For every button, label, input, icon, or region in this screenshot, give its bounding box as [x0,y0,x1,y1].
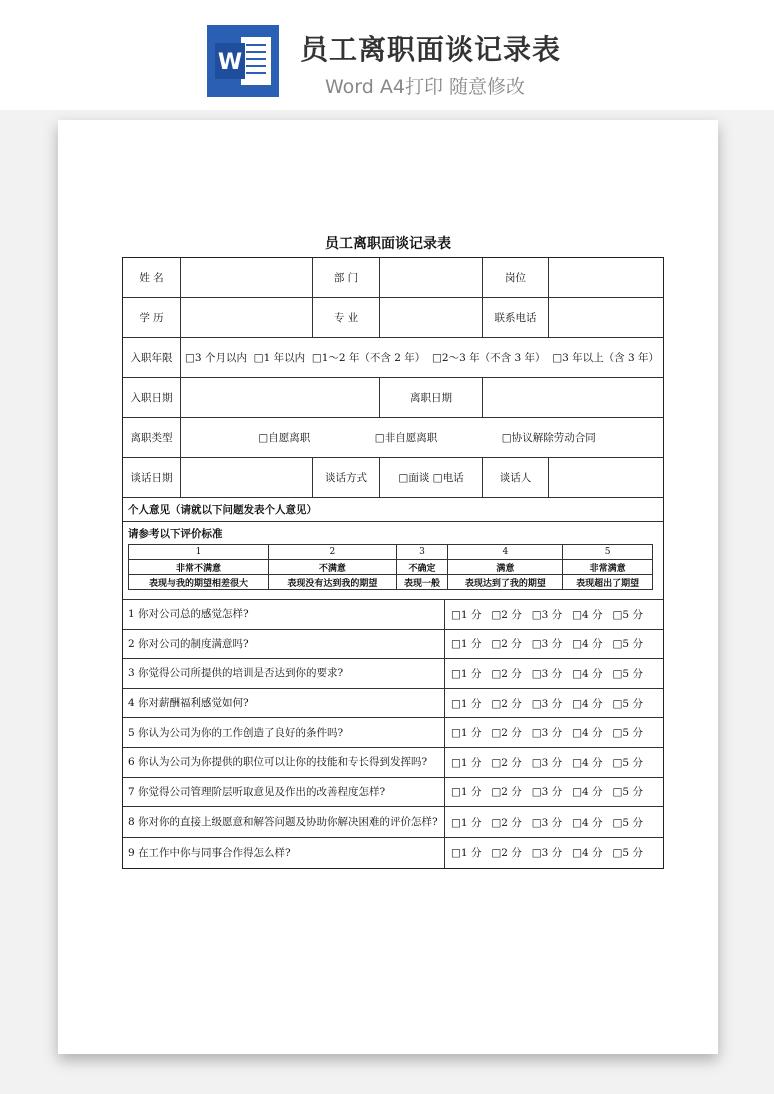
question-text: 5 你认为公司为你的工作创造了良好的条件吗? [123,718,445,747]
leave-type-checkbox[interactable]: □自愿离职 [258,432,311,444]
leave-type-checkbox[interactable]: □协议解除劳动合同 [501,432,596,444]
scale-level: 不确定 [396,560,448,575]
score-checkbox[interactable]: □2 分 [491,667,522,680]
form-row-education [123,298,663,338]
score-checkbox[interactable]: □3 分 [531,697,563,710]
question-text: 1 你对公司总的感觉怎样? [123,600,445,629]
score-checkbox[interactable]: □5 分 [612,756,643,769]
score-options [445,807,663,837]
tenure-option-checkbox[interactable]: □3 年以上（含 3 年） [552,352,659,364]
score-checkbox[interactable]: □5 分 [612,638,643,651]
department-field[interactable] [380,258,483,297]
score-checkbox[interactable]: □3 分 [531,756,563,769]
score-checkbox[interactable]: □3 分 [531,727,563,740]
name-label: 姓 名 [123,258,181,297]
question-row [123,778,663,808]
question-text: 4 你对薪酬福利感觉如何? [123,689,445,718]
position-field[interactable] [549,258,663,297]
leave-type-label: 离职类型 [123,418,181,457]
score-checkbox[interactable]: □1 分 [451,786,482,799]
score-checkbox[interactable]: □4 分 [572,847,603,860]
score-checkbox[interactable]: □3 分 [531,786,563,799]
scale-level: 不满意 [269,560,396,575]
question-row [123,689,663,719]
question-text: 7 你觉得公司管理阶层听取意见及作出的改善程度怎样? [123,778,445,807]
major-label: 专 业 [313,298,380,337]
entry-date-label: 入职日期 [123,378,181,417]
question-text: 3 你觉得公司所提供的培训是否达到你的要求? [123,659,445,688]
interview-method-options[interactable]: □面谈 □电话 [380,458,483,497]
interview-method-label: 谈话方式 [313,458,380,497]
score-options [445,659,663,688]
score-checkbox[interactable]: □2 分 [491,786,522,799]
banner [0,0,774,110]
score-checkbox[interactable]: □1 分 [451,608,482,621]
score-checkbox[interactable]: □3 分 [531,816,563,829]
score-checkbox[interactable]: □4 分 [572,667,603,680]
score-options [445,630,663,659]
score-checkbox[interactable]: □4 分 [572,608,603,621]
score-options [445,600,663,629]
score-checkbox[interactable]: □1 分 [451,756,482,769]
word-app-icon [207,25,279,97]
scale-number: 2 [269,545,396,560]
score-checkbox[interactable]: □2 分 [491,816,522,829]
score-options [445,689,663,718]
opinion-header: 个人意见（请就以下问题发表个人意见） [123,498,663,522]
interview-date-field[interactable] [181,458,313,497]
score-checkbox[interactable]: □5 分 [612,697,643,710]
score-options [445,718,663,747]
tenure-option-checkbox[interactable]: □1 年以内 [253,352,306,364]
question-text: 8 你对你的直接上级愿意和解答问题及协助你解决困难的评价怎样? [123,807,445,837]
interview-date-label: 谈话日期 [123,458,181,497]
document-page [58,120,718,1054]
form-row-interview [123,458,663,498]
score-checkbox[interactable]: □2 分 [491,638,522,651]
score-checkbox[interactable]: □3 分 [531,608,563,621]
question-row [123,718,663,748]
leave-type-checkbox[interactable]: □非自愿离职 [374,432,438,444]
tenure-option-checkbox[interactable]: □3 个月以内 [185,352,247,364]
department-label: 部 门 [313,258,380,297]
scale-level: 满意 [448,560,563,575]
leave-date-label: 离职日期 [380,378,483,417]
score-checkbox[interactable]: □1 分 [451,667,482,680]
score-checkbox[interactable]: □4 分 [572,727,603,740]
scale-number: 1 [129,545,269,560]
score-checkbox[interactable]: □4 分 [572,638,603,651]
education-field[interactable] [181,298,313,337]
scale-description: 表现没有达到我的期望 [269,575,396,590]
score-checkbox[interactable]: □4 分 [572,786,603,799]
score-options [445,748,663,777]
score-checkbox[interactable]: □1 分 [451,816,482,829]
major-field[interactable] [380,298,483,337]
score-checkbox[interactable]: □5 分 [612,667,643,680]
document-title: 员工离职面谈记录表 [325,236,451,252]
scale-number: 4 [448,545,563,560]
score-checkbox[interactable]: □2 分 [491,608,522,621]
score-checkbox[interactable]: □1 分 [451,847,482,860]
name-field[interactable] [181,258,313,297]
tenure-options [181,338,663,377]
score-checkbox[interactable]: □1 分 [451,727,482,740]
question-text: 2 你对公司的制度满意吗? [123,630,445,659]
score-checkbox[interactable]: □2 分 [491,847,522,860]
tenure-label: 入职年限 [123,338,181,377]
leave-date-field[interactable] [483,378,663,417]
question-row [123,659,663,689]
scale-number: 5 [563,545,653,560]
question-row [123,630,663,660]
phone-field[interactable] [549,298,663,337]
question-list [123,600,663,868]
score-checkbox[interactable]: □4 分 [572,697,603,710]
score-checkbox[interactable]: □2 分 [491,756,522,769]
score-options [445,778,663,807]
interviewer-field[interactable] [549,458,663,497]
score-checkbox[interactable]: □4 分 [572,816,603,829]
score-checkbox[interactable]: □5 分 [612,816,643,829]
score-checkbox[interactable]: □2 分 [491,727,522,740]
form-row-dates [123,378,663,418]
form-row-basic [123,258,663,298]
question-text: 9 在工作中你与同事合作得怎么样? [123,838,445,868]
scale-description: 表现超出了期望 [563,575,653,590]
entry-date-field[interactable] [181,378,380,417]
scale-level: 非常满意 [563,560,653,575]
rating-scale-title: 请参考以下评价标准 [128,528,223,540]
question-row [123,748,663,778]
score-checkbox[interactable]: □5 分 [612,727,643,740]
rating-scale [123,522,663,600]
tenure-option-checkbox[interactable]: □1～2 年（不含 2 年） [311,352,426,364]
score-checkbox[interactable]: □5 分 [612,608,643,621]
scale-description: 表现达到了我的期望 [448,575,563,590]
score-checkbox[interactable]: □3 分 [531,847,563,860]
scale-number: 3 [396,545,448,560]
education-label: 学 历 [123,298,181,337]
score-checkbox[interactable]: □2 分 [491,697,522,710]
question-row [123,600,663,630]
word-icon-letter: W [217,50,243,75]
interviewer-label: 谈话人 [483,458,549,497]
question-row [123,807,663,838]
phone-label: 联系电话 [483,298,549,337]
score-checkbox[interactable]: □1 分 [451,697,482,710]
banner-title: 员工离职面谈记录表 [300,33,562,66]
score-checkbox[interactable]: □1 分 [451,638,482,651]
leave-type-options [181,418,663,457]
scale-description: 表现一般 [396,575,448,590]
score-checkbox[interactable]: □4 分 [572,756,603,769]
form-row-tenure [123,338,663,378]
score-checkbox[interactable]: □3 分 [531,638,563,651]
tenure-option-checkbox[interactable]: □2～3 年（不含 3 年） [432,352,546,364]
position-label: 岗位 [483,258,549,297]
form-row-leave-type [123,418,663,458]
question-text: 6 你认为公司为你提供的职位可以让你的技能和专长得到发挥吗? [123,748,445,777]
banner-subtitle: Word A4打印 随意修改 [325,76,526,98]
rating-scale-table [128,544,653,590]
score-options [445,838,663,868]
score-checkbox[interactable]: □5 分 [612,847,643,860]
scale-level: 非常不满意 [129,560,269,575]
score-checkbox[interactable]: □5 分 [612,786,643,799]
question-row [123,838,663,868]
interview-form [122,257,664,869]
scale-description: 表现与我的期望相差很大 [129,575,269,590]
score-checkbox[interactable]: □3 分 [531,667,563,680]
